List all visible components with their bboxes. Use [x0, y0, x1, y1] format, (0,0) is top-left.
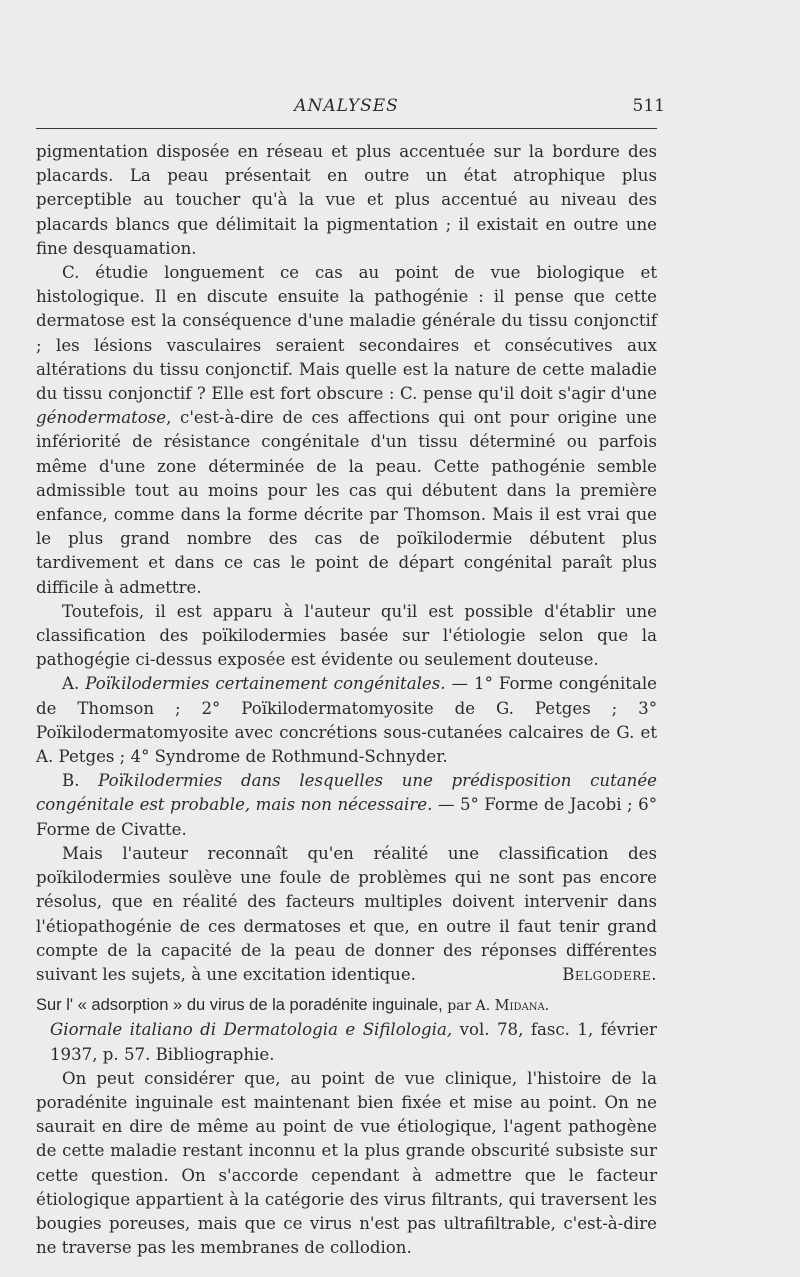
paragraph-pathogenie: [36, 261, 657, 600]
journal-details: vol. 78, fasc. 1, février 1937, p. 57. Bibliographie.: [50, 1020, 657, 1064]
paragraph-text: C. étudie longuement ce cas au point de vue biologique et histologique. Il en discute ensuite la pathogénie : il pense que cette dermatose est la conséquence d'une maladie générale du tissu conjonctif ; les lésions vasculaires seraient secondaires et consécutives aux altérations du tissu conjonctif. Mais quelle est la nature de cette maladie du tissu conjonctif ? Elle est fort obscure : C. pense qu'il doit s'agir d'une: [36, 263, 657, 404]
italic-term: génodermatose: [36, 408, 167, 428]
paragraph-group-a: [36, 672, 657, 769]
paragraph-conclusion: [36, 842, 657, 987]
article-title: Sur l' « adsorption » du virus de la poradénite inguinale,: [36, 996, 443, 1015]
journal-name: Giornale italiano di Dermatologia e Sifilologia,: [50, 1020, 453, 1040]
paragraph-classification: Toutefois, il est apparu à l'auteur qu'il est possible d'établir une classification des poïkilodermies basée sur l'étiologie selon que la pathogégie ci-dessus exposée est évidente ou seulement douteuse.: [36, 601, 657, 670]
article-author-prefix: par A.: [442, 998, 495, 1015]
article-heading: [36, 993, 657, 1018]
group-list: — 5° Forme de Jacobi ; 6° Forme de Civatte.: [36, 795, 657, 839]
article-body: On peut considérer que, au point de vue clinique, l'histoire de la poradénite inguinale est maintenant bien fixée et mise au point. On ne saurait en dire de même au point de vue étiologique, l'agent pathogène de cette maladie restant inconnu et la plus grande obscurité subsiste sur cette question. On s'accorde cependant à admettre que le facteur étiologique appartient à la catégorie des virus filtrants, qui traversent les bougies poreuses, mais que ce virus n'est pas ultrafiltrable, c'est-à-dire ne traverse pas les membranes de collodion.: [36, 1068, 657, 1258]
article-entry: [36, 993, 657, 1260]
author-signature: Belgodere.: [562, 964, 657, 984]
running-header: [36, 96, 665, 126]
group-title: Poïkilodermies dans lesquelles une prédisposition cutanée congénitale est probable, mais non nécessaire.: [36, 771, 657, 815]
group-label: A.: [62, 674, 86, 694]
page-number: 511: [632, 96, 665, 116]
paragraph-continuation: pigmentation disposée en réseau et plus accentuée sur la bordure des placards. La peau présentait en outre un état atrophique plus perceptible au toucher qu'à la vue et plus accentué au niveau des placards blancs que délimitait la pigmentation ; il existait en outre une fine desquamation.: [36, 142, 657, 258]
group-list: — 1° Forme congénitale de Thomson ; 2° Poïkilodermatomyosite de G. Petges ; 3° Poïkilodermatomyosite avec concrétions sous-cutanées calcaires de G. et A. Petges ; 4° Syndrome de Rothmund-Schnyder.: [36, 674, 657, 767]
page-body: [36, 140, 657, 1260]
header-rule: [36, 128, 657, 129]
paragraph-text: , c'est-à-dire de ces affections qui ont pour origine une infériorité de résistance congénitale d'un tissu déterminé ou parfois même d'une zone déterminée de la peau. Cette pathogénie semble admissible tout au moins pour les cas qui débutent dans la première enfance, comme dans la forme décrite par Thomson. Mais il est vrai que le plus grand nombre des cas de poïkilodermie débutent plus tardivement et dans ce cas le point de départ congénital paraît plus difficile à admettre.: [36, 408, 657, 597]
article-author: Midana.: [494, 998, 550, 1015]
group-label: B.: [62, 771, 99, 791]
paragraph-group-b: [36, 769, 657, 842]
header-title: ANALYSES: [294, 96, 399, 116]
group-title: Poïkilodermies certainement congénitales.: [85, 674, 446, 694]
paragraph-text: Mais l'auteur reconnaît qu'en réalité une classification des poïkilodermies soulève une foule de problèmes qui ne sont pas encore résolus, que en réalité des facteurs multiples doivent intervenir dans l'étiopathogénie de ces dermatoses et que, en outre il faut tenir grand compte de la capacité de la peau de donner des réponses différentes suivant les sujets, à une excitation identique.: [36, 843, 657, 984]
article-reference: [36, 1018, 657, 1066]
